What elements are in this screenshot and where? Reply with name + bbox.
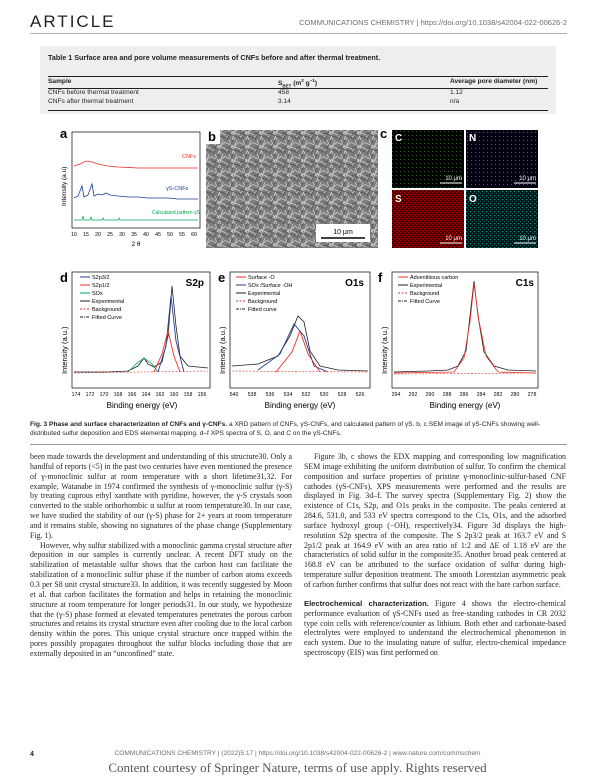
svg-text:35: 35 [131, 232, 137, 238]
map-label-c: C [395, 133, 403, 144]
o1s-y-label: Intensity (a.u.) [218, 326, 227, 374]
c1s-title: C1s [515, 278, 534, 289]
xrd-y-label: Intensity (a.u) [61, 166, 68, 206]
panel-c [380, 126, 538, 248]
svg-text:536: 536 [265, 392, 275, 398]
cell-sample: CNFs after thermal treatment [48, 98, 134, 105]
cell-sbet: 458 [278, 89, 290, 96]
svg-text:290: 290 [425, 392, 435, 398]
panel-letter-e: e [218, 270, 226, 285]
svg-text:160: 160 [169, 392, 179, 398]
svg-text:532: 532 [301, 392, 311, 398]
series-label-calc: Calculated pattern γS [152, 210, 200, 216]
svg-text:10 μm: 10 μm [519, 236, 536, 242]
svg-text:20: 20 [95, 232, 101, 238]
svg-text:Fitted Curve: Fitted Curve [410, 299, 440, 305]
map-label-s: S [395, 194, 402, 205]
svg-text:166: 166 [127, 392, 137, 398]
table-title: Table 1 Surface area and pore volume measurements of CNFs before and after thermal treatment. [48, 53, 381, 62]
svg-text:286: 286 [459, 392, 469, 398]
c1s-y-label: Intensity (a.u.) [380, 326, 389, 374]
table-1 [40, 46, 556, 114]
svg-text:282: 282 [493, 392, 503, 398]
svg-text:158: 158 [183, 392, 193, 398]
panel-letter-a: a [60, 126, 68, 141]
svg-text:S2p1/2: S2p1/2 [92, 283, 110, 289]
svg-text:25: 25 [107, 232, 113, 238]
panel-b [206, 129, 378, 248]
xrd-x-label: 2 θ [131, 241, 141, 248]
svg-text:156: 156 [197, 392, 207, 398]
s2p-title: S2p [185, 278, 204, 289]
o1s-ticks [230, 392, 365, 398]
panel-letter-b: b [208, 129, 216, 144]
header-sample: Sample [48, 78, 72, 85]
svg-text:172: 172 [85, 392, 95, 398]
panel-d [60, 270, 210, 410]
svg-text:Experimental: Experimental [248, 291, 281, 297]
series-label-cnfs: CNFs [182, 154, 197, 160]
table-bottom-rule [48, 110, 548, 111]
table-row [48, 98, 548, 107]
svg-text:Background: Background [410, 291, 440, 297]
series-label-gs-cnfs: γS-CNFs [166, 186, 189, 192]
svg-text:164: 164 [141, 392, 151, 398]
header-pore: Average pore diameter (nm) [450, 78, 538, 85]
map-label-n: N [469, 133, 477, 144]
footer-citation[interactable]: COMMUNICATIONS CHEMISTRY | (2022)5:17 | https://doi.org/10.1038/s42004-022-00626-2 | www.nature.com/commschem [114, 750, 481, 757]
section-heading: Electrochemical characterization. [304, 598, 429, 608]
figure-caption: Fig. 3 Phase and surface characterization of CNFs and γ-CNFs. a XRD pattern of CNFs, γS-CNFs, and calculated pattern of γS. b, c SEM image of γS-CNFs showing well-distributed sulfur deposition and EDS elemental mapping. d–f XPS spectra of S, O, and C on the γS-CNFs. [30, 421, 541, 437]
o1s-legend [236, 275, 292, 313]
courtesy-notice: Content courtesy of Springer Nature, terms of use apply. Rights reserved [108, 760, 487, 775]
svg-text:10 μm: 10 μm [445, 176, 462, 182]
svg-text:294: 294 [391, 392, 401, 398]
svg-text:Experimental: Experimental [92, 299, 125, 305]
paragraph: been made towards the development and understanding of this structure30. Only a handful of reports (<5) in the past two centuries have even mentioned the presence of γ-monoclinic sulfur at room temperature with a short lifetime31,32. For example, Watanabe in 1974 confirmed the synthesis of γ-monoclinic sulfur (γ-S) by treating cuprous ethyl xanthate with pyridine, however, the γ-S crystals soon converted to the stable orthorhombic α sulfur at room temperature30. In our case, we have studied the stability of our (γ-S) phase for 2+ years at room temperature and it remains stable, showing no signatures of the phase change (Supplementary Fig. 1). [30, 452, 292, 540]
svg-text:170: 170 [99, 392, 109, 398]
page-number: 4 [30, 751, 34, 758]
svg-text:45: 45 [155, 232, 161, 238]
s2p-legend [80, 275, 124, 321]
svg-text:288: 288 [442, 392, 452, 398]
c1s-x-label: Binding energy (eV) [429, 401, 501, 410]
svg-text:SOx: SOx [92, 291, 103, 297]
svg-text:162: 162 [155, 392, 165, 398]
svg-text:50: 50 [167, 232, 173, 238]
cell-pore: n/a [450, 98, 460, 105]
table-header-row [48, 76, 548, 89]
s2p-x-label: Binding energy (eV) [106, 401, 178, 410]
caption-divider [30, 444, 567, 445]
svg-text:Adventitious carbon: Adventitious carbon [410, 275, 459, 281]
svg-text:55: 55 [179, 232, 185, 238]
svg-text:10 μm: 10 μm [519, 176, 536, 182]
svg-text:174: 174 [71, 392, 81, 398]
paragraph: However, why sulfur stabilized with a monoclinic gamma crystal structure after deposition in our samples is currently unclear. A recent DFT study on the stabilization of metastable sulfur shows that the carbon host can facilitate the stabilization of a monoclinic sulfur phase if the number of carbon atoms exceeds 0.3 per S8 unit crystal structure33. In addition, it was recently suggested by Moon et al. that carbon facilitates the formation and helps in retaining the monoclinic structure at room temperature for longer periods31. In our study, we hypothesize that the (γ-S) phase formed at elevated temperatures penetrates the porous carbon structures and retains its crystal structure even after cooling due to the local carbon density within the pores. This unique crystal structure once trapped within the pores possibly propagates throughout the sulfur blocks including those that are externally deposited in an “unconfined” state. [30, 540, 292, 658]
svg-text:280: 280 [510, 392, 520, 398]
cell-sbet: 3.14 [278, 98, 291, 105]
panel-e [218, 270, 370, 410]
svg-text:534: 534 [283, 392, 293, 398]
xrd-ticks [71, 232, 197, 238]
header-sbet: $S_{BET}$ ($m^2$ $g^{-1}$) [278, 78, 318, 89]
body-column-right [304, 452, 566, 658]
svg-text:10 μm: 10 μm [445, 236, 462, 242]
svg-text:Background: Background [248, 299, 278, 305]
o1s-x-label: Binding energy (eV) [264, 401, 336, 410]
s2p-ticks [72, 392, 207, 398]
svg-text:Surface -O: Surface -O [248, 275, 275, 281]
panel-letter-f: f [378, 270, 383, 285]
svg-text:40: 40 [143, 232, 149, 238]
paragraph: Electrochemical characterization. Figure 4 shows the electro-chemical performance evaluation of γS-CNFs used as free-standing cathodes in CR 2032 type coin cells with reference/counter as lithium. Both ether and carbonate-based electrolytes were employed to understand the electrochemical phenomenon in each system. Due to the insulating nature of sulfur, electro-chemical impedance spectroscopy (EIS) was first performed on [304, 598, 566, 658]
header-divider [30, 33, 567, 34]
svg-text:284: 284 [476, 392, 486, 398]
c1s-ticks [392, 392, 537, 398]
svg-text:278: 278 [527, 392, 537, 398]
svg-text:30: 30 [119, 232, 125, 238]
sem-scale-label: 10 μm [333, 229, 353, 236]
svg-text:530: 530 [319, 392, 329, 398]
svg-text:Fitted curve: Fitted curve [248, 307, 277, 313]
svg-text:Background: Background [92, 307, 122, 313]
panel-f [378, 270, 538, 410]
svg-text:538: 538 [247, 392, 257, 398]
svg-text:528: 528 [337, 392, 347, 398]
svg-text:SOx /Surface -OH: SOx /Surface -OH [248, 283, 293, 289]
map-label-o: O [469, 194, 477, 205]
panel-letter-c: c [380, 126, 388, 141]
s2p-y-label: Intensity (a.u.) [60, 326, 69, 374]
svg-text:Fitted Curve: Fitted Curve [92, 315, 122, 321]
body-column-left [30, 452, 292, 659]
header-citation[interactable]: COMMUNICATIONS CHEMISTRY | https://doi.org/10.1038/s42004-022-00626-2 [299, 18, 567, 27]
o1s-title: O1s [345, 278, 364, 289]
svg-text:10: 10 [71, 232, 77, 238]
panel-letter-d: d [60, 270, 68, 285]
svg-text:540: 540 [229, 392, 239, 398]
paragraph: Figure 3b, c shows the EDX mapping and corresponding low magnification SEM image exhibiting the uniform distribution of sulfur. To confirm the chemical composition and surface properties of pristine γ-monoclinic-sulfur-based CNF cathodes (γS-CNFs), XPS measurements were performed and the results are displayed in Fig. 3d–f. The survey spectra (Supplementary Fig. 2) show the existence of C1s, S2p, and O1s peaks in the composite. The peaks centered at 284.6, 531.0, and 533 eV spectra correspond to the C1s, O1s, and the adsorbed surface hydroxyl group (−OH), respectively34. Figure 3d displays the high-resolution S2p spectra of the composite. The S 2p3/2 peak at 163.7 eV and S 2p1/2 peak at 164.9 eV with an area ratio of 1:2 and ΔE of 1.18 eV are the characteristics of solid sulfur in the composite35. Another broad peak centered at 168.8 eV can be attributed to the surface oxidation of sulfur during high-temperature sulfur deposition treatment. The smooth Lorentzian asymmetric peak of carbon further confirms that sulfur does not react with the bare carbon surface. [304, 452, 566, 589]
c1s-legend [398, 275, 458, 305]
svg-text:S2p3/2: S2p3/2 [92, 275, 110, 281]
table-row [48, 89, 548, 98]
figure-3 [58, 126, 540, 416]
cell-pore: 1.12 [450, 89, 463, 96]
svg-text:292: 292 [408, 392, 418, 398]
panel-a [60, 126, 200, 248]
cell-sample: CNFs before thermal treatment [48, 89, 139, 96]
journal-section-label: ARTICLE [30, 12, 116, 31]
svg-text:Experimental: Experimental [410, 283, 443, 289]
svg-text:15: 15 [83, 232, 89, 238]
svg-text:60: 60 [191, 232, 197, 238]
svg-text:526: 526 [355, 392, 365, 398]
svg-text:168: 168 [113, 392, 123, 398]
